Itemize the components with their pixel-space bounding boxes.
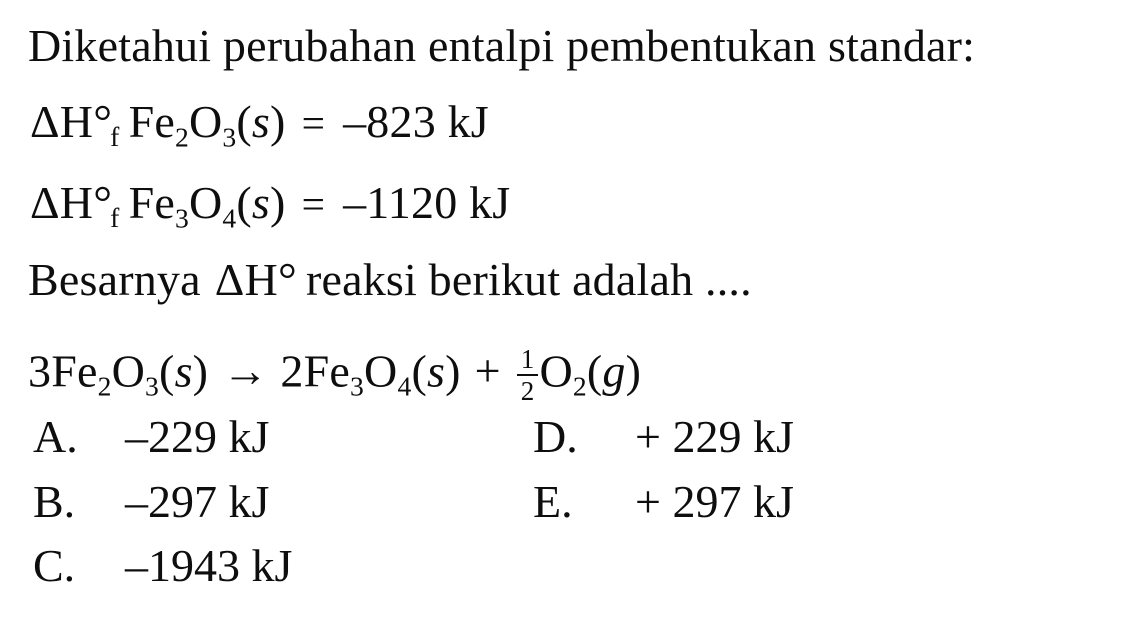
delta-h: ΔH (30, 177, 94, 228)
element-o: O (539, 345, 573, 397)
enthalpy-line-fe2o3 (30, 96, 489, 153)
option-label-c: C. (33, 540, 76, 591)
subscript-3: 3 (145, 370, 160, 402)
element-o: O (111, 345, 146, 397)
paren-close: ) (270, 96, 286, 147)
paren-open: ( (236, 177, 252, 228)
option-value-b: –297 kJ (125, 476, 270, 527)
enthalpy-value: –823 kJ (343, 96, 489, 147)
paren-close: ) (445, 345, 461, 397)
option-label-e: E. (533, 476, 573, 527)
element-o: O (188, 177, 223, 228)
subscript-2: 2 (572, 370, 587, 402)
sub-f: f (110, 202, 120, 234)
subscript-2: 2 (174, 121, 189, 153)
paren-close: ) (192, 345, 209, 397)
enthalpy-line-fe3o4 (30, 177, 511, 234)
subscript-4: 4 (397, 370, 412, 402)
lhs-coefficient-element: 3Fe (28, 345, 98, 397)
option-value-e: + 297 kJ (635, 476, 794, 527)
element-fe: Fe (128, 96, 175, 147)
option-value-a: –229 kJ (125, 411, 270, 462)
paren-open: ( (586, 345, 603, 397)
option-row-2 (33, 476, 794, 527)
option-label-d: D. (533, 411, 578, 462)
delta-h: ΔH (30, 96, 94, 147)
subscript-3: 3 (222, 121, 237, 153)
intro-text: Diketahui perubahan entalpi pembentukan standar: (28, 20, 976, 71)
prompt-post: reaksi berikut adalah .... (305, 254, 752, 305)
state-solid: s (426, 345, 446, 397)
paren-close: ) (270, 177, 286, 228)
reaction-equation (28, 345, 641, 406)
paren-open: ( (411, 345, 427, 397)
paren-open: ( (159, 345, 175, 397)
state-solid: s (251, 177, 271, 228)
option-label-b: B. (33, 476, 76, 527)
degree-sup: ° (93, 177, 113, 229)
option-row-3 (33, 540, 533, 591)
sub-f: f (110, 121, 120, 153)
element-fe: Fe (128, 177, 175, 228)
state-solid: s (251, 96, 271, 147)
paren-open: ( (236, 96, 252, 147)
state-gas: g (602, 345, 626, 397)
element-o: O (188, 96, 223, 147)
rhs-coefficient-element: 2Fe (280, 345, 351, 397)
option-row-1 (33, 411, 794, 462)
degree-sup: ° (277, 254, 297, 306)
delta-h: ΔH (214, 254, 278, 305)
half-fraction (517, 345, 539, 406)
plus-sign: + (474, 345, 501, 397)
equals-sign: = (301, 181, 326, 227)
degree-sup: ° (93, 96, 113, 148)
fraction-denominator: 2 (520, 376, 535, 407)
reaction-arrow-icon: → (222, 345, 269, 397)
subscript-3: 3 (350, 370, 365, 402)
subscript-2: 2 (97, 370, 112, 402)
paren-close: ) (625, 345, 642, 397)
subscript-3: 3 (174, 202, 189, 234)
equals-sign: = (301, 100, 326, 146)
option-value-c: –1943 kJ (125, 540, 293, 591)
option-label-a: A. (33, 411, 78, 462)
option-value-d: + 229 kJ (635, 411, 794, 462)
fraction-numerator: 1 (517, 345, 539, 376)
prompt-pre: Besarnya (28, 254, 201, 305)
element-o: O (364, 345, 398, 397)
subscript-4: 4 (222, 202, 237, 234)
question-prompt (28, 254, 752, 306)
enthalpy-value: –1120 kJ (343, 177, 511, 228)
question-intro (28, 20, 976, 71)
state-solid: s (174, 345, 193, 397)
